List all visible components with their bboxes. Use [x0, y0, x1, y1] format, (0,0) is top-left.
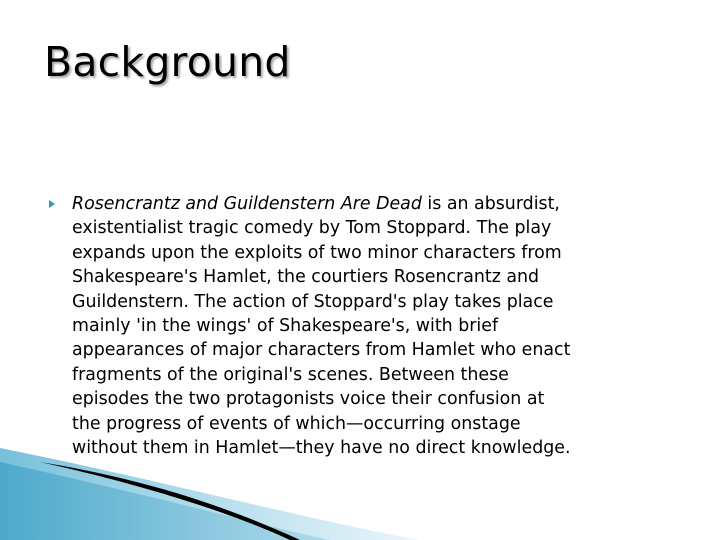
paragraph-line: existentialist tragic comedy by Tom Stoppard. The play [72, 218, 552, 239]
paragraph-line: Shakespeare's Hamlet, the courtiers Rosencrantz and [72, 267, 540, 288]
play-title-italic: Rosencrantz and Guildenstern Are Dead [72, 194, 422, 214]
bullet-arrow-icon [49, 200, 55, 208]
paragraph-line-first-rest: is an absurdist, [421, 194, 560, 214]
paragraph-line: the progress of events of which—occurring onstage [72, 413, 521, 434]
paragraph-line: appearances of major characters from Hamlet who enact [72, 340, 571, 361]
paragraph-line: without them in Hamlet—they have no direct knowledge. [72, 438, 571, 459]
paragraph-line: expands upon the exploits of two minor characters from [72, 242, 562, 263]
paragraph-line: mainly 'in the wings' of Shakespeare's, with brief [72, 316, 499, 337]
slide-title: Background [44, 38, 291, 86]
paragraph-line: fragments of the original's scenes. Between these [72, 364, 509, 385]
paragraph-line: Guildenstern. The action of Stoppard's play takes place [72, 291, 554, 312]
paragraph-line: episodes the two protagonists voice their confusion at [72, 389, 545, 410]
body-paragraph [72, 192, 652, 460]
paragraph-line-first [72, 192, 652, 216]
bottom-decoration [0, 440, 720, 540]
